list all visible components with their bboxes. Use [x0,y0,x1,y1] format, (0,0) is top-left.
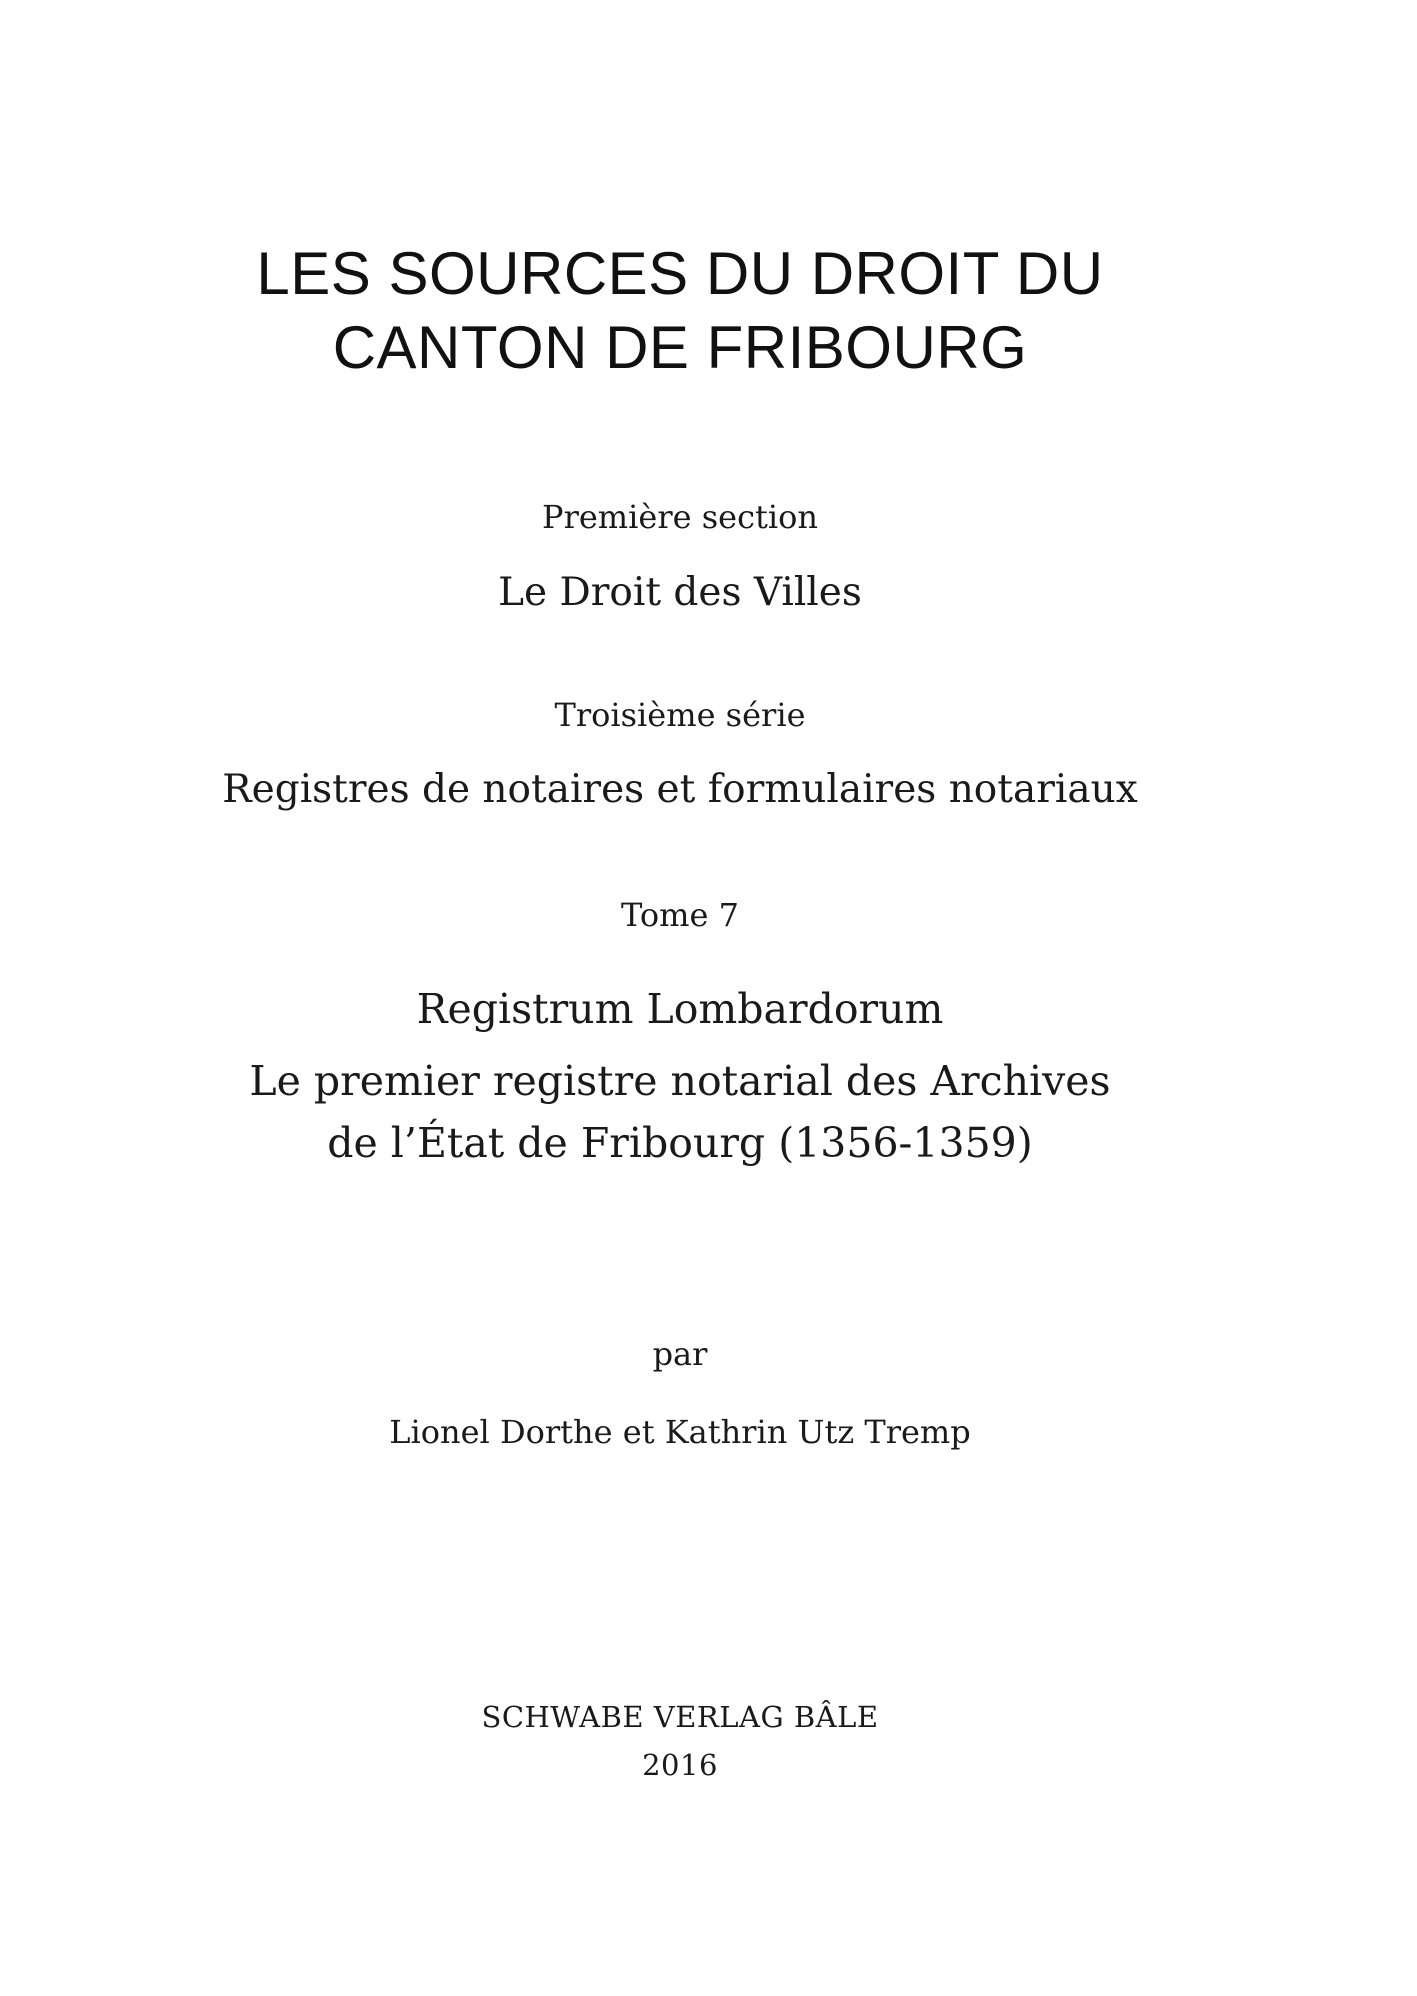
collection-title-line-1: LES SOURCES DU DROIT DU [256,240,1104,307]
publisher: SCHWABE VERLAG BÂLE [481,1700,879,1734]
section-title: Le Droit des Villes [498,570,862,615]
section-label: Première section [542,498,818,536]
collection-title-line-2: CANTON DE FRIBOURG [332,314,1028,381]
volume-title: Registrum Lombardorum [416,985,944,1033]
series-label: Troisième série [554,696,806,734]
publication-year: 2016 [642,1748,718,1782]
by-label: par [652,1335,708,1373]
volume-subtitle-line-1: Le premier registre notarial des Archives [249,1057,1111,1105]
series-title: Registres de notaires et formulaires notariaux [222,767,1138,812]
volume-label: Tome 7 [621,896,739,934]
authors: Lionel Dorthe et Kathrin Utz Tremp [389,1413,971,1451]
volume-subtitle-line-2: de l’État de Fribourg (1356-1359) [327,1119,1033,1167]
